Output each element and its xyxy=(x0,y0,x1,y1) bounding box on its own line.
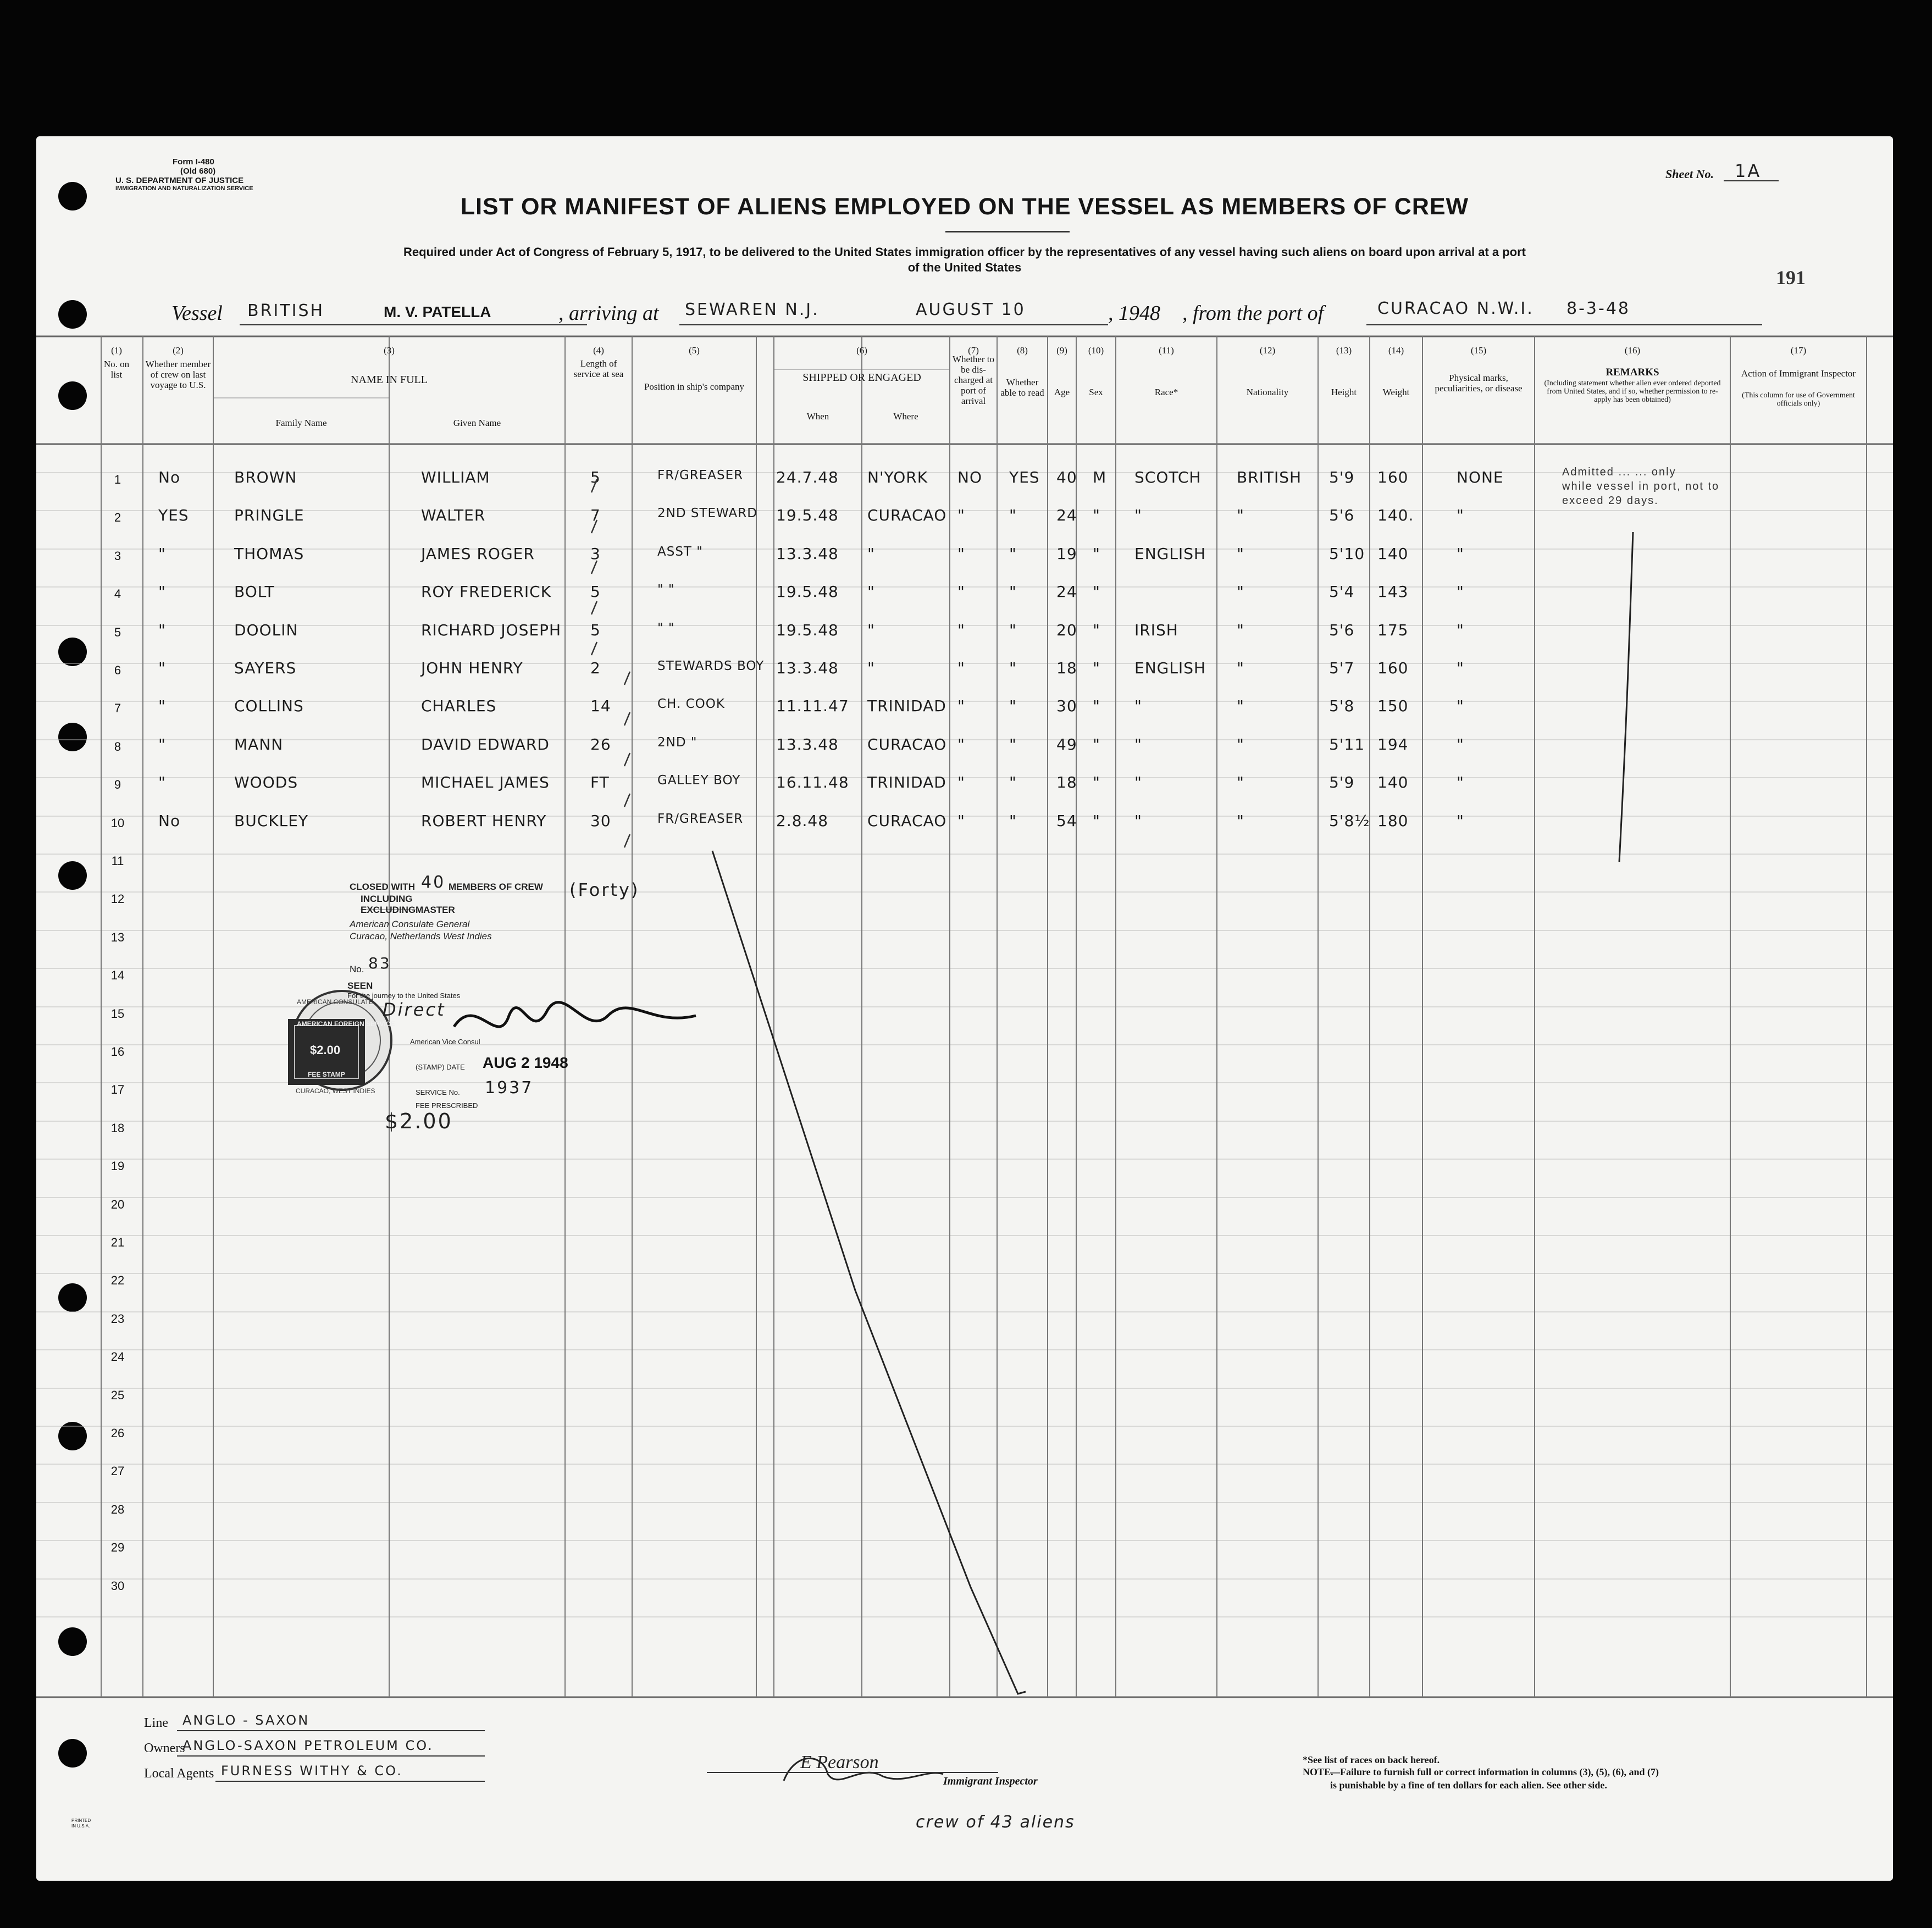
col-position: Position in ship's company xyxy=(644,381,745,392)
master-label: MASTER xyxy=(416,905,455,915)
column-number: (13) xyxy=(1336,345,1352,356)
arrival-port: SEWAREN N.J. xyxy=(685,300,820,319)
crew-where: CURACAO xyxy=(867,811,947,830)
arriving-label: , arriving at xyxy=(558,302,659,325)
crew-discharged: " xyxy=(957,506,965,525)
crew-position: ASST " xyxy=(657,544,703,559)
crew-service: 5 xyxy=(590,583,601,601)
crew-last-voyage: " xyxy=(158,735,166,754)
crew-no: 3 xyxy=(114,549,121,563)
crew-age: 49 xyxy=(1056,735,1077,754)
crew-nationality: " xyxy=(1237,811,1244,830)
crew-race: ENGLISH xyxy=(1134,659,1206,677)
crew-when: 19.5.48 xyxy=(776,620,839,639)
col-remarks: REMARKS xyxy=(1606,367,1659,378)
crew-nationality: " xyxy=(1237,506,1244,525)
col-length-of-service: Length of service at sea xyxy=(573,358,624,379)
service-no-label: SERVICE No. xyxy=(416,1088,460,1096)
column-number: (14) xyxy=(1388,345,1404,356)
service-name: IMMIGRATION AND NATURALIZATION SERVICE xyxy=(115,185,253,192)
crew-no: 8 xyxy=(114,739,121,754)
crew-marks: " xyxy=(1457,620,1464,639)
crew-position: " " xyxy=(657,620,675,635)
crew-family: DOOLIN xyxy=(234,620,298,639)
column-number: (1) xyxy=(111,345,122,356)
consulate-line-1: American Consulate General xyxy=(350,919,470,929)
crew-sex: " xyxy=(1093,506,1100,525)
col-age: Age xyxy=(1054,387,1070,397)
crew-when: 13.3.48 xyxy=(776,735,839,754)
crew-marks: " xyxy=(1457,544,1464,563)
inspector-signature: E Pearson xyxy=(800,1752,879,1772)
crew-read: " xyxy=(1009,544,1017,563)
crew-when: 13.3.48 xyxy=(776,659,839,677)
manifest-sheet xyxy=(36,136,1893,1881)
col-race: Race* xyxy=(1154,387,1178,397)
crew-discharged: " xyxy=(957,544,965,563)
column-number: (12) xyxy=(1259,345,1276,356)
crew-read: " xyxy=(1009,620,1017,639)
remarks-line-1: Admitted ... ... only xyxy=(1562,466,1676,478)
crew-race: " xyxy=(1134,697,1142,716)
crew-weight: 150 xyxy=(1377,697,1409,716)
form-subtitle-1: Required under Act of Congress of February 5, 1917, to be delivered to the United States immigration officer by the representatives of any vessel having such aliens on board upon arrival at a port xyxy=(403,245,1526,259)
col-remarks-note: (Including statement whether alien ever ordered deported from United States, and if so, whether permission to re-apply has been obtained) xyxy=(1544,379,1721,404)
crew-position: GALLEY BOY xyxy=(657,773,741,788)
crew-family: THOMAS xyxy=(234,544,305,563)
crew-when: 13.3.48 xyxy=(776,544,839,563)
crew-height: 5'10 xyxy=(1329,544,1365,563)
crew-race: " xyxy=(1134,735,1142,754)
fee-stamp-bottom: FEE STAMP xyxy=(308,1071,345,1078)
crew-service: FT xyxy=(590,773,610,792)
crew-read: " xyxy=(1009,735,1017,754)
row-number: 16 xyxy=(110,1045,125,1059)
col-sex: Sex xyxy=(1089,387,1103,397)
crew-marks: " xyxy=(1457,659,1464,677)
col-given-name: Given Name xyxy=(453,418,501,428)
row-number: 30 xyxy=(110,1578,125,1593)
members-of-crew-label: MEMBERS OF CREW xyxy=(449,882,543,892)
printed-mark: PRINTED IN U.S.A. xyxy=(71,1818,91,1829)
column-number: (17) xyxy=(1790,345,1807,356)
crew-age: 54 xyxy=(1056,811,1077,830)
races-note: *See list of races on back hereof. xyxy=(1303,1754,1440,1765)
row-number: 11 xyxy=(111,854,124,868)
col-last-voyage: Whether member of crew on last voyage to U.S. xyxy=(145,359,211,390)
note-text-1: —Failure to furnish full or correct information in columns (3), (5), (6), and (7) xyxy=(1330,1766,1659,1777)
crew-given: JOHN HENRY xyxy=(421,659,523,677)
crew-height: 5'9 xyxy=(1329,773,1355,792)
crew-sex: " xyxy=(1093,659,1100,677)
row-number: 19 xyxy=(110,1159,125,1173)
crew-sex: M xyxy=(1093,468,1107,486)
column-number: (15) xyxy=(1470,345,1487,356)
fee-prescribed-label: FEE PRESCRIBED xyxy=(416,1101,478,1110)
row-number: 23 xyxy=(110,1311,125,1326)
crew-race: IRISH xyxy=(1134,620,1178,639)
including-label: INCLUDING xyxy=(361,894,413,904)
fee-prescribed-value: $2.00 xyxy=(385,1109,453,1133)
crew-given: RICHARD JOSEPH xyxy=(421,620,562,639)
local-agents-label: Local Agents xyxy=(144,1766,214,1781)
crew-read: " xyxy=(1009,583,1017,601)
row-number: 28 xyxy=(110,1502,125,1516)
row-number: 15 xyxy=(110,1006,125,1021)
crew-aliens-note: crew of 43 aliens xyxy=(916,1813,1075,1832)
crew-height: 5'6 xyxy=(1329,620,1355,639)
vessel-flag: BRITISH xyxy=(247,301,325,320)
journey-label: For the journey to the United States xyxy=(347,991,461,1000)
crew-age: 18 xyxy=(1056,773,1077,792)
crew-service: 7 xyxy=(590,506,601,525)
crew-when: 24.7.48 xyxy=(776,468,839,486)
crew-sex: " xyxy=(1093,773,1100,792)
crew-where: TRINIDAD xyxy=(867,773,946,792)
crew-height: 5'8 xyxy=(1329,697,1355,716)
col-shipped-or-engaged: SHIPPED OR ENGAGED xyxy=(802,372,921,384)
owners-value: ANGLO-SAXON PETROLEUM CO. xyxy=(182,1738,434,1753)
fee-stamp-label: AMERICAN FOREIGN SERVICE xyxy=(297,1020,395,1028)
crew-no: 6 xyxy=(114,663,121,677)
crew-no: 5 xyxy=(114,625,121,639)
stamp-date-label: (STAMP) DATE xyxy=(416,1063,465,1071)
fee-stamp-value: $2.00 xyxy=(310,1043,341,1057)
col-name-in-full: NAME IN FULL xyxy=(351,374,428,386)
crew-height: 5'8½ xyxy=(1329,811,1370,830)
crew-position: CH. COOK xyxy=(657,697,725,712)
crew-given: DAVID EDWARD xyxy=(421,735,550,754)
col-nationality: Nationality xyxy=(1246,387,1289,397)
crew-given: WILLIAM xyxy=(421,468,490,486)
crew-nationality: " xyxy=(1237,583,1244,601)
crew-last-voyage: No xyxy=(158,811,181,830)
crew-weight: 194 xyxy=(1377,735,1409,754)
crew-last-voyage: No xyxy=(158,468,181,486)
crew-family: COLLINS xyxy=(234,697,304,716)
note-text-2: is punishable by a fine of ten dollars for each alien. See other side. xyxy=(1330,1780,1607,1791)
crew-discharged: " xyxy=(957,735,965,754)
crew-where: CURACAO xyxy=(867,735,947,754)
col-no-on-list: No. on list xyxy=(103,359,130,380)
crew-weight: 160 xyxy=(1377,468,1409,486)
column-number: (3) xyxy=(384,345,395,356)
crew-no: 1 xyxy=(114,473,121,486)
column-number: (5) xyxy=(689,345,700,356)
crew-where: " xyxy=(867,620,875,639)
crew-family: PRINGLE xyxy=(234,506,305,525)
column-number: (9) xyxy=(1056,345,1067,356)
crew-marks: " xyxy=(1457,811,1464,830)
arrival-date: AUGUST 10 xyxy=(916,300,1026,319)
crew-service: 3 xyxy=(590,544,601,563)
crew-where: CURACAO xyxy=(867,506,947,525)
col-action-note: (This column for use of Government officials only) xyxy=(1742,391,1855,408)
crew-nationality: BRITISH xyxy=(1237,468,1302,486)
crew-age: 40 xyxy=(1056,468,1077,486)
crew-discharged: " xyxy=(957,773,965,792)
row-number: 26 xyxy=(110,1426,125,1440)
excluding-label: EXCLUDING xyxy=(361,905,416,915)
row-number: 25 xyxy=(110,1388,125,1402)
crew-age: 24 xyxy=(1056,506,1077,525)
crew-weight: 160 xyxy=(1377,659,1409,677)
crew-service: 2 xyxy=(590,659,601,677)
crew-position: FR/GREASER xyxy=(657,811,744,826)
col-where: Where xyxy=(893,411,918,422)
column-number: (4) xyxy=(593,345,604,356)
seen-label: SEEN xyxy=(347,980,373,991)
row-number: 24 xyxy=(110,1350,125,1364)
form-number: Form I-480 xyxy=(173,157,214,167)
column-number: (6) xyxy=(856,345,867,356)
crew-when: 2.8.48 xyxy=(776,811,829,830)
consular-no-value: 83 xyxy=(368,954,391,972)
service-no-value: 1937 xyxy=(485,1078,534,1098)
crew-read: YES xyxy=(1009,468,1040,486)
form-subtitle-2: of the United States xyxy=(907,261,1022,274)
crew-sex: " xyxy=(1093,811,1100,830)
crew-count-words: (Forty) xyxy=(569,879,640,900)
row-number: 18 xyxy=(110,1121,125,1135)
crew-last-voyage: " xyxy=(158,773,166,792)
inspector-label: Immigrant Inspector xyxy=(943,1775,1038,1787)
column-number: (10) xyxy=(1088,345,1104,356)
crew-sex: " xyxy=(1093,620,1100,639)
column-number: (16) xyxy=(1624,345,1641,356)
col-family-name: Family Name xyxy=(275,418,327,428)
crew-marks: " xyxy=(1457,735,1464,754)
crew-family: WOODS xyxy=(234,773,298,792)
crew-weight: 140. xyxy=(1377,506,1414,525)
crew-read: " xyxy=(1009,811,1017,830)
crew-last-voyage: " xyxy=(158,583,166,601)
crew-weight: 140 xyxy=(1377,773,1409,792)
arrival-year: , 1948 xyxy=(1108,302,1160,325)
crew-when: 19.5.48 xyxy=(776,583,839,601)
row-number: 13 xyxy=(110,930,125,944)
crew-position: 2ND STEWARD xyxy=(657,506,757,521)
crew-last-voyage: YES xyxy=(158,506,189,525)
departure-date: 8-3-48 xyxy=(1566,299,1630,318)
column-number: (7) xyxy=(968,345,979,356)
crew-height: 5'4 xyxy=(1329,583,1355,601)
line-label: Line xyxy=(144,1716,168,1730)
crew-given: ROY FREDERICK xyxy=(421,583,552,601)
row-number: 14 xyxy=(110,968,125,983)
crew-family: SAYERS xyxy=(234,659,297,677)
crew-read: " xyxy=(1009,659,1017,677)
crew-last-voyage: " xyxy=(158,697,166,716)
crew-nationality: " xyxy=(1237,620,1244,639)
crew-race: " xyxy=(1134,773,1142,792)
crew-where: " xyxy=(867,544,875,563)
col-physical-marks: Physical marks, peculiarities, or disease xyxy=(1435,373,1523,394)
col-able-to-read: Whether able to read xyxy=(1000,377,1044,398)
crew-position: " " xyxy=(657,583,675,597)
crew-sex: " xyxy=(1093,583,1100,601)
form-old-number: (Old 680) xyxy=(180,167,216,176)
crew-race: " xyxy=(1134,811,1142,830)
crew-family: BOLT xyxy=(234,583,275,601)
crew-last-voyage: " xyxy=(158,544,166,563)
crew-nationality: " xyxy=(1237,697,1244,716)
crew-race: SCOTCH xyxy=(1134,468,1202,486)
crew-weight: 143 xyxy=(1377,583,1409,601)
consular-no-label: No. xyxy=(350,964,364,974)
col-discharged: Whether to be dis-charged at port of arrival xyxy=(953,354,994,406)
crew-sex: " xyxy=(1093,735,1100,754)
crew-race: " xyxy=(1134,506,1142,525)
crew-read: " xyxy=(1009,697,1017,716)
crew-marks: " xyxy=(1457,506,1464,525)
remarks-line-2: while vessel in port, not to xyxy=(1562,480,1720,492)
crew-height: 5'7 xyxy=(1329,659,1355,677)
crew-age: 30 xyxy=(1056,697,1077,716)
col-action: Action of Immigrant Inspector xyxy=(1741,368,1856,379)
stamp-date-value: AUG 2 1948 xyxy=(483,1054,568,1071)
seal-text: AMERICAN CONSULATE xyxy=(297,998,374,1006)
note-label: NOTE. xyxy=(1303,1766,1333,1777)
owners-label: Owners xyxy=(144,1741,185,1755)
crew-marks: " xyxy=(1457,583,1464,601)
crew-nationality: " xyxy=(1237,659,1244,677)
crew-discharged: NO xyxy=(957,468,982,486)
sheet-label: Sheet No. xyxy=(1665,167,1714,181)
crew-family: MANN xyxy=(234,735,284,754)
row-number: 29 xyxy=(110,1541,125,1555)
col-height: Height xyxy=(1331,387,1357,397)
crew-family: BROWN xyxy=(234,468,297,486)
crew-weight: 175 xyxy=(1377,620,1409,639)
crew-given: CHARLES xyxy=(421,697,497,716)
crew-no: 9 xyxy=(114,778,121,792)
vessel-name: M. V. PATELLA xyxy=(384,303,491,320)
local-agents-value: FURNESS WITHY & CO. xyxy=(221,1763,403,1779)
crew-when: 11.11.47 xyxy=(776,697,849,716)
remarks-line-3: exceed 29 days. xyxy=(1562,495,1659,507)
crew-where: TRINIDAD xyxy=(867,697,946,716)
crew-height: 5'11 xyxy=(1329,735,1365,754)
page-number: 191 xyxy=(1776,267,1806,289)
crew-service: 30 xyxy=(590,811,611,830)
form-title: LIST OR MANIFEST OF ALIENS EMPLOYED ON THE VESSEL AS MEMBERS OF CREW xyxy=(460,193,1469,220)
crew-marks: " xyxy=(1457,773,1464,792)
crew-nationality: " xyxy=(1237,773,1244,792)
crew-race: ENGLISH xyxy=(1134,544,1206,563)
crew-height: 5'6 xyxy=(1329,506,1355,525)
row-number: 22 xyxy=(110,1273,125,1288)
crew-count: 40 xyxy=(421,873,446,892)
crew-age: 19 xyxy=(1056,544,1077,563)
department-name: U. S. DEPARTMENT OF JUSTICE xyxy=(115,176,244,185)
col-weight: Weight xyxy=(1382,387,1410,397)
crew-height: 5'9 xyxy=(1329,468,1355,486)
crew-where: " xyxy=(867,583,875,601)
row-number: 20 xyxy=(110,1197,125,1211)
crew-when: 19.5.48 xyxy=(776,506,839,525)
crew-where: N'YORK xyxy=(867,468,928,486)
line-value: ANGLO - SAXON xyxy=(182,1713,310,1728)
crew-service: 26 xyxy=(590,735,611,754)
crew-age: 24 xyxy=(1056,583,1077,601)
crew-marks: NONE xyxy=(1457,468,1504,486)
vice-consul-label: American Vice Consul xyxy=(410,1038,480,1046)
closed-with-label: CLOSED WITH xyxy=(350,882,415,892)
crew-service: 5 xyxy=(590,620,601,639)
crew-given: WALTER xyxy=(421,506,486,525)
crew-no: 4 xyxy=(114,587,121,601)
handwritten-strokes xyxy=(36,136,1893,1881)
crew-last-voyage: " xyxy=(158,620,166,639)
crew-sex: " xyxy=(1093,697,1100,716)
crew-no: 7 xyxy=(114,701,121,716)
column-number: (8) xyxy=(1017,345,1028,356)
crew-last-voyage: " xyxy=(158,659,166,677)
departure-port: CURACAO N.W.I. xyxy=(1377,299,1534,318)
from-label: , from the port of xyxy=(1182,302,1324,325)
crew-discharged: " xyxy=(957,659,965,677)
crew-weight: 180 xyxy=(1377,811,1409,830)
crew-age: 20 xyxy=(1056,620,1077,639)
row-number: 27 xyxy=(110,1464,125,1478)
crew-position: STEWARDS BOY xyxy=(657,659,765,673)
consulate-line-2: Curacao, Netherlands West Indies xyxy=(350,931,492,941)
column-number: (11) xyxy=(1159,345,1174,356)
column-number: (2) xyxy=(173,345,184,356)
crew-marks: " xyxy=(1457,697,1464,716)
crew-read: " xyxy=(1009,773,1017,792)
crew-no: 2 xyxy=(114,511,121,525)
crew-read: " xyxy=(1009,506,1017,525)
seal-bottom: CURACAO, WEST INDIES xyxy=(296,1087,375,1095)
row-number: 21 xyxy=(110,1236,125,1249)
crew-given: MICHAEL JAMES xyxy=(421,773,550,792)
crew-given: ROBERT HENRY xyxy=(421,811,547,830)
row-number: 17 xyxy=(110,1083,125,1097)
crew-sex: " xyxy=(1093,544,1100,563)
crew-position: 2ND " xyxy=(657,735,697,750)
crew-where: " xyxy=(867,659,875,677)
crew-nationality: " xyxy=(1237,544,1244,563)
crew-given: JAMES ROGER xyxy=(421,544,535,563)
row-number: 12 xyxy=(110,892,125,906)
crew-discharged: " xyxy=(957,811,965,830)
crew-weight: 140 xyxy=(1377,544,1409,563)
crew-discharged: " xyxy=(957,583,965,601)
crew-age: 18 xyxy=(1056,659,1077,677)
crew-discharged: " xyxy=(957,620,965,639)
col-when: When xyxy=(806,411,829,422)
crew-nationality: " xyxy=(1237,735,1244,754)
sheet-number: 1A xyxy=(1735,160,1762,181)
crew-service: 5 xyxy=(590,468,601,486)
journey-direct: Direct xyxy=(383,999,446,1020)
crew-discharged: " xyxy=(957,697,965,716)
crew-service: 14 xyxy=(590,697,611,716)
crew-no: 10 xyxy=(110,816,125,830)
crew-when: 16.11.48 xyxy=(776,773,849,792)
crew-position: FR/GREASER xyxy=(657,468,744,483)
crew-family: BUCKLEY xyxy=(234,811,309,830)
vessel-label: Vessel xyxy=(171,302,223,325)
